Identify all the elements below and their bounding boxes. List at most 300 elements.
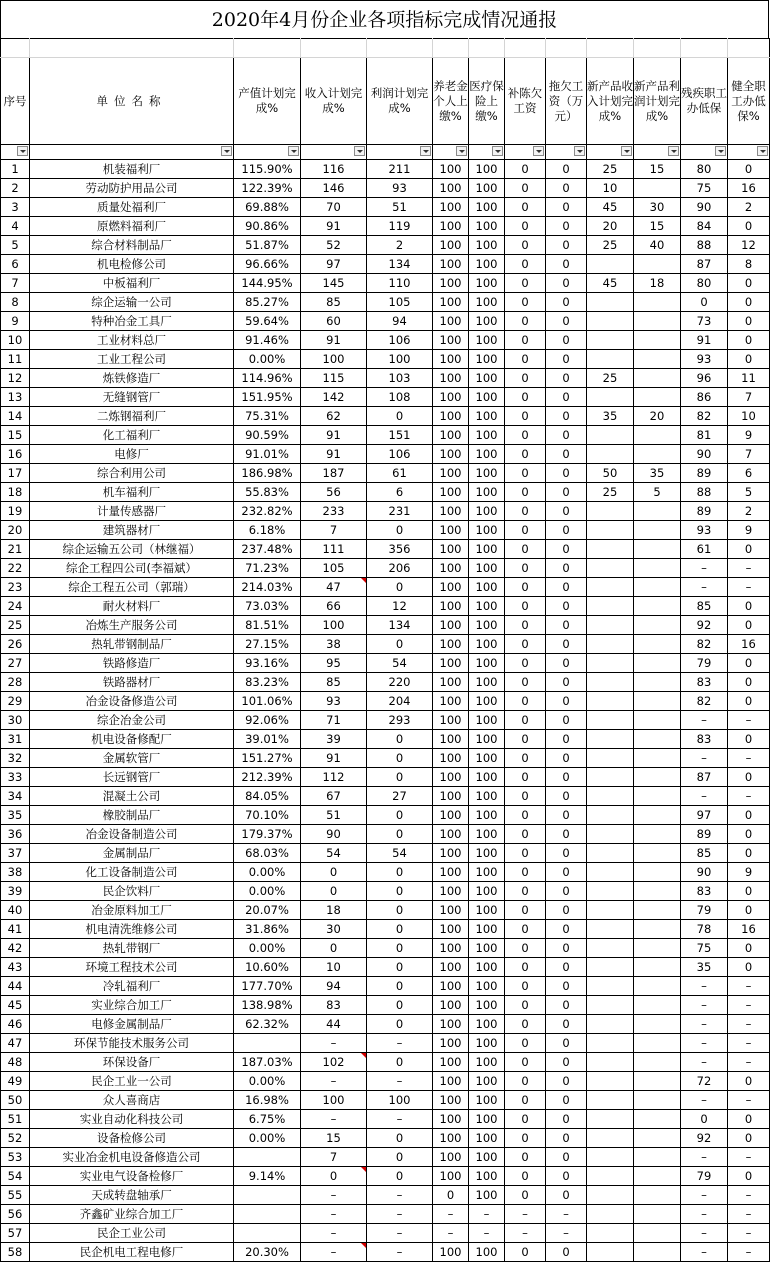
value-cell-with-comment[interactable]: 0	[301, 1167, 367, 1186]
value-cell[interactable]: 0	[546, 1091, 587, 1110]
value-cell[interactable]: 100	[469, 958, 505, 977]
value-cell[interactable]: 96	[681, 369, 728, 388]
value-cell[interactable]: 20.07%	[234, 901, 301, 920]
value-cell[interactable]	[634, 920, 681, 939]
value-cell[interactable]: 90.59%	[234, 426, 301, 445]
value-cell[interactable]: –	[681, 1186, 728, 1205]
value-cell[interactable]: 134	[367, 616, 433, 635]
row-number-cell[interactable]: 3	[1, 198, 30, 217]
value-cell[interactable]: 0	[681, 293, 728, 312]
value-cell[interactable]: 0	[728, 1072, 770, 1091]
value-cell[interactable]: 100	[469, 787, 505, 806]
value-cell[interactable]: 0	[546, 654, 587, 673]
row-number-cell[interactable]: 20	[1, 521, 30, 540]
row-number-cell[interactable]: 44	[1, 977, 30, 996]
value-cell[interactable]: 100	[469, 1072, 505, 1091]
value-cell[interactable]: 0	[367, 1148, 433, 1167]
value-cell[interactable]: 100	[433, 236, 469, 255]
value-cell[interactable]: 15	[301, 1129, 367, 1148]
value-cell[interactable]	[587, 293, 634, 312]
value-cell[interactable]: 0	[546, 863, 587, 882]
value-cell[interactable]: 100	[367, 350, 433, 369]
value-cell[interactable]: 0	[728, 597, 770, 616]
unit-name-cell[interactable]: 实业电气设备检修厂	[30, 1167, 234, 1186]
value-cell[interactable]: 84.05%	[234, 787, 301, 806]
value-cell[interactable]: 100	[433, 198, 469, 217]
value-cell[interactable]: 81.51%	[234, 616, 301, 635]
value-cell[interactable]: 100	[433, 787, 469, 806]
value-cell[interactable]: 100	[433, 958, 469, 977]
value-cell[interactable]: 0	[505, 407, 546, 426]
row-number-cell[interactable]: 14	[1, 407, 30, 426]
value-cell[interactable]: –	[728, 1224, 770, 1243]
value-cell[interactable]: –	[728, 996, 770, 1015]
value-cell[interactable]	[634, 1243, 681, 1262]
value-cell[interactable]: 31.86%	[234, 920, 301, 939]
unit-name-cell[interactable]: 特种冶金工具厂	[30, 312, 234, 331]
value-cell[interactable]: 85	[681, 597, 728, 616]
value-cell[interactable]: 0	[505, 369, 546, 388]
value-cell[interactable]: 87	[681, 768, 728, 787]
value-cell[interactable]: 0	[367, 882, 433, 901]
value-cell[interactable]: 0	[546, 844, 587, 863]
value-cell[interactable]	[634, 1034, 681, 1053]
value-cell[interactable]	[587, 578, 634, 597]
value-cell[interactable]: 0	[367, 996, 433, 1015]
value-cell[interactable]: 0	[546, 1110, 587, 1129]
row-number-cell[interactable]: 51	[1, 1110, 30, 1129]
filter-dropdown-icon[interactable]	[420, 146, 431, 156]
value-cell[interactable]: –	[681, 1053, 728, 1072]
row-number-cell[interactable]: 5	[1, 236, 30, 255]
value-cell[interactable]: 0	[728, 806, 770, 825]
value-cell[interactable]: –	[433, 1224, 469, 1243]
value-cell[interactable]: 0	[546, 616, 587, 635]
row-number-cell[interactable]: 34	[1, 787, 30, 806]
value-cell[interactable]: 0	[546, 1148, 587, 1167]
value-cell[interactable]: 0.00%	[234, 1129, 301, 1148]
value-cell[interactable]: 0	[505, 654, 546, 673]
value-cell[interactable]: 27.15%	[234, 635, 301, 654]
value-cell[interactable]: 100	[469, 1110, 505, 1129]
value-cell[interactable]: 16	[728, 920, 770, 939]
value-cell[interactable]	[587, 863, 634, 882]
value-cell[interactable]	[587, 350, 634, 369]
value-cell[interactable]: 15	[634, 217, 681, 236]
value-cell[interactable]: 75	[681, 939, 728, 958]
unit-name-cell[interactable]: 实业自动化科技公司	[30, 1110, 234, 1129]
value-cell[interactable]: 96.66%	[234, 255, 301, 274]
value-cell[interactable]: 0	[505, 1167, 546, 1186]
value-cell[interactable]	[634, 179, 681, 198]
value-cell[interactable]: 0	[546, 407, 587, 426]
value-cell[interactable]: 206	[367, 559, 433, 578]
value-cell[interactable]: 100	[433, 388, 469, 407]
value-cell[interactable]	[634, 502, 681, 521]
value-cell[interactable]: 0	[367, 1167, 433, 1186]
value-cell[interactable]: 7	[728, 445, 770, 464]
row-number-cell[interactable]: 41	[1, 920, 30, 939]
value-cell[interactable]: 55.83%	[234, 483, 301, 502]
filter-dropdown-icon[interactable]	[354, 146, 365, 156]
value-cell[interactable]: 0	[505, 1110, 546, 1129]
value-cell[interactable]: 7	[728, 388, 770, 407]
value-cell[interactable]: 0	[505, 502, 546, 521]
row-number-cell[interactable]: 47	[1, 1034, 30, 1053]
value-cell[interactable]: –	[546, 1224, 587, 1243]
value-cell[interactable]: 100	[469, 901, 505, 920]
value-cell[interactable]	[634, 768, 681, 787]
value-cell[interactable]: 100	[469, 692, 505, 711]
value-cell[interactable]	[634, 1015, 681, 1034]
value-cell[interactable]: 100	[301, 350, 367, 369]
value-cell[interactable]: 0	[728, 293, 770, 312]
row-number-cell[interactable]: 2	[1, 179, 30, 198]
value-cell[interactable]: 0	[367, 1129, 433, 1148]
value-cell[interactable]: 62.32%	[234, 1015, 301, 1034]
row-number-cell[interactable]: 52	[1, 1129, 30, 1148]
value-cell[interactable]: 0	[546, 977, 587, 996]
value-cell[interactable]: 100	[433, 179, 469, 198]
value-cell[interactable]: 115	[301, 369, 367, 388]
value-cell[interactable]	[634, 901, 681, 920]
value-cell-with-comment[interactable]: 47	[301, 578, 367, 597]
unit-name-cell[interactable]: 综合利用公司	[30, 464, 234, 483]
value-cell[interactable]: 0	[505, 787, 546, 806]
value-cell[interactable]: 105	[301, 559, 367, 578]
value-cell[interactable]: 0	[505, 388, 546, 407]
value-cell[interactable]: 5	[634, 483, 681, 502]
value-cell[interactable]: 101.06%	[234, 692, 301, 711]
row-number-cell[interactable]: 25	[1, 616, 30, 635]
unit-name-cell[interactable]: 众人喜商店	[30, 1091, 234, 1110]
value-cell[interactable]: –	[367, 1072, 433, 1091]
value-cell[interactable]: 0	[728, 844, 770, 863]
value-cell[interactable]: 0	[546, 426, 587, 445]
value-cell[interactable]: 0	[728, 939, 770, 958]
value-cell[interactable]: 100	[469, 369, 505, 388]
value-cell[interactable]: 88	[681, 483, 728, 502]
value-cell[interactable]: 100	[469, 1186, 505, 1205]
value-cell[interactable]: –	[728, 977, 770, 996]
value-cell[interactable]: 45	[587, 274, 634, 293]
value-cell[interactable]	[634, 426, 681, 445]
value-cell[interactable]: 0.00%	[234, 863, 301, 882]
value-cell[interactable]: 100	[433, 901, 469, 920]
value-cell[interactable]: 0	[505, 958, 546, 977]
value-cell[interactable]: 82	[681, 407, 728, 426]
value-cell[interactable]: 100	[469, 540, 505, 559]
value-cell[interactable]	[634, 635, 681, 654]
value-cell[interactable]: 0	[728, 692, 770, 711]
value-cell[interactable]: 100	[469, 996, 505, 1015]
value-cell[interactable]: 100	[433, 1053, 469, 1072]
row-number-cell[interactable]: 6	[1, 255, 30, 274]
value-cell[interactable]: 0	[546, 1015, 587, 1034]
unit-name-cell[interactable]: 热轧带钢厂	[30, 939, 234, 958]
value-cell[interactable]: 0	[546, 882, 587, 901]
value-cell[interactable]: 100	[469, 521, 505, 540]
value-cell[interactable]: 0	[505, 996, 546, 1015]
value-cell[interactable]: 100	[469, 749, 505, 768]
value-cell[interactable]	[587, 1110, 634, 1129]
unit-name-cell[interactable]: 实业冶金机电设备修造公司	[30, 1148, 234, 1167]
value-cell[interactable]	[634, 616, 681, 635]
value-cell[interactable]: 73	[681, 312, 728, 331]
value-cell[interactable]: 0	[367, 958, 433, 977]
value-cell[interactable]: 100	[469, 1129, 505, 1148]
unit-name-cell[interactable]: 劳动防护用品公司	[30, 179, 234, 198]
value-cell[interactable]: 93	[681, 521, 728, 540]
value-cell[interactable]: 0	[546, 578, 587, 597]
value-cell[interactable]: 151.27%	[234, 749, 301, 768]
value-cell[interactable]: 0	[505, 350, 546, 369]
value-cell[interactable]: 100	[469, 711, 505, 730]
value-cell[interactable]: 0	[681, 1110, 728, 1129]
value-cell[interactable]: 89	[681, 502, 728, 521]
value-cell[interactable]: 212.39%	[234, 768, 301, 787]
value-cell[interactable]: 0	[367, 635, 433, 654]
value-cell[interactable]	[587, 1091, 634, 1110]
value-cell[interactable]: 100	[433, 711, 469, 730]
value-cell[interactable]: 100	[433, 730, 469, 749]
unit-name-cell[interactable]: 综企运输一公司	[30, 293, 234, 312]
value-cell[interactable]: 8	[728, 255, 770, 274]
value-cell[interactable]	[634, 521, 681, 540]
filter-dropdown-icon[interactable]	[574, 146, 585, 156]
value-cell[interactable]	[587, 502, 634, 521]
value-cell[interactable]	[634, 331, 681, 350]
value-cell[interactable]: 70.10%	[234, 806, 301, 825]
value-cell[interactable]: 233	[301, 502, 367, 521]
value-cell[interactable]: –	[505, 1205, 546, 1224]
value-cell[interactable]: 100	[469, 483, 505, 502]
unit-name-cell[interactable]: 综企冶金公司	[30, 711, 234, 730]
value-cell[interactable]: 100	[433, 1091, 469, 1110]
value-cell[interactable]: 0	[546, 217, 587, 236]
value-cell[interactable]: 100	[433, 502, 469, 521]
value-cell[interactable]: –	[681, 1243, 728, 1262]
value-cell[interactable]	[634, 559, 681, 578]
value-cell-with-comment[interactable]: –	[301, 1243, 367, 1262]
unit-name-cell[interactable]: 金属软管厂	[30, 749, 234, 768]
unit-name-cell[interactable]: 化工设备制造公司	[30, 863, 234, 882]
row-number-cell[interactable]: 54	[1, 1167, 30, 1186]
value-cell[interactable]: –	[367, 1034, 433, 1053]
value-cell[interactable]: 0	[728, 350, 770, 369]
value-cell[interactable]: 116	[301, 160, 367, 179]
value-cell[interactable]: 70	[301, 198, 367, 217]
value-cell[interactable]: –	[728, 1015, 770, 1034]
value-cell[interactable]: 100	[301, 616, 367, 635]
value-cell[interactable]: 79	[681, 654, 728, 673]
value-cell[interactable]	[587, 1186, 634, 1205]
value-cell[interactable]: 7	[301, 1148, 367, 1167]
value-cell[interactable]	[634, 977, 681, 996]
value-cell[interactable]	[634, 350, 681, 369]
value-cell[interactable]: 18	[301, 901, 367, 920]
value-cell[interactable]: 35	[587, 407, 634, 426]
row-number-cell[interactable]: 46	[1, 1015, 30, 1034]
value-cell[interactable]: 0	[505, 274, 546, 293]
value-cell[interactable]	[634, 388, 681, 407]
value-cell[interactable]: 51	[301, 806, 367, 825]
value-cell[interactable]: 100	[301, 1091, 367, 1110]
value-cell[interactable]: 0	[546, 445, 587, 464]
value-cell[interactable]: 177.70%	[234, 977, 301, 996]
row-number-cell[interactable]: 8	[1, 293, 30, 312]
unit-name-cell[interactable]: 无缝钢管厂	[30, 388, 234, 407]
value-cell[interactable]: 100	[469, 274, 505, 293]
value-cell[interactable]: 0	[546, 901, 587, 920]
value-cell[interactable]: 100	[433, 939, 469, 958]
value-cell[interactable]: 100	[469, 350, 505, 369]
value-cell[interactable]	[587, 540, 634, 559]
value-cell[interactable]: 0	[367, 768, 433, 787]
value-cell[interactable]: 112	[301, 768, 367, 787]
value-cell[interactable]: 30	[301, 920, 367, 939]
value-cell[interactable]: 67	[301, 787, 367, 806]
value-cell[interactable]: 51.87%	[234, 236, 301, 255]
value-cell[interactable]: 0	[505, 179, 546, 198]
value-cell[interactable]: 0	[367, 407, 433, 426]
value-cell[interactable]: 100	[433, 977, 469, 996]
value-cell[interactable]: 0	[546, 464, 587, 483]
value-cell[interactable]: 0	[505, 331, 546, 350]
value-cell[interactable]: 93.16%	[234, 654, 301, 673]
value-cell[interactable]: –	[728, 559, 770, 578]
value-cell[interactable]: 100	[469, 426, 505, 445]
filter-dropdown-icon[interactable]	[668, 146, 679, 156]
value-cell[interactable]	[634, 1072, 681, 1091]
value-cell[interactable]: –	[367, 1205, 433, 1224]
value-cell[interactable]: 0	[301, 863, 367, 882]
value-cell[interactable]: 75.31%	[234, 407, 301, 426]
value-cell[interactable]: 0	[546, 806, 587, 825]
value-cell[interactable]: 0	[505, 198, 546, 217]
value-cell[interactable]: 82	[681, 692, 728, 711]
filter-dropdown-icon[interactable]	[288, 146, 299, 156]
value-cell[interactable]: 60	[301, 312, 367, 331]
value-cell[interactable]: 2	[728, 502, 770, 521]
value-cell[interactable]: 0	[505, 825, 546, 844]
value-cell[interactable]: 0	[505, 920, 546, 939]
value-cell[interactable]: –	[681, 1034, 728, 1053]
row-number-cell[interactable]: 56	[1, 1205, 30, 1224]
value-cell[interactable]: 0	[505, 160, 546, 179]
row-number-cell[interactable]: 24	[1, 597, 30, 616]
value-cell[interactable]: 100	[433, 825, 469, 844]
value-cell[interactable]: 50	[587, 464, 634, 483]
value-cell[interactable]	[634, 673, 681, 692]
value-cell[interactable]: 85.27%	[234, 293, 301, 312]
value-cell[interactable]	[634, 939, 681, 958]
value-cell[interactable]: 100	[433, 521, 469, 540]
value-cell[interactable]: –	[546, 1205, 587, 1224]
row-number-cell[interactable]: 55	[1, 1186, 30, 1205]
value-cell[interactable]: 0	[367, 977, 433, 996]
unit-name-cell[interactable]: 综企工程五公司（郭瑞）	[30, 578, 234, 597]
unit-name-cell[interactable]: 民企机电工程电修厂	[30, 1243, 234, 1262]
value-cell[interactable]	[634, 1110, 681, 1129]
value-cell[interactable]: 39	[301, 730, 367, 749]
value-cell[interactable]: 52	[301, 236, 367, 255]
value-cell[interactable]: 88	[681, 236, 728, 255]
value-cell[interactable]: 0	[728, 616, 770, 635]
value-cell[interactable]: 79	[681, 1167, 728, 1186]
unit-name-cell[interactable]: 环保设备厂	[30, 1053, 234, 1072]
value-cell[interactable]: 100	[367, 1091, 433, 1110]
unit-name-cell[interactable]: 机车福利厂	[30, 483, 234, 502]
value-cell[interactable]: 0	[728, 825, 770, 844]
value-cell[interactable]	[587, 901, 634, 920]
value-cell[interactable]: 0	[505, 255, 546, 274]
value-cell[interactable]: 151	[367, 426, 433, 445]
value-cell[interactable]	[634, 312, 681, 331]
value-cell[interactable]: 0	[367, 521, 433, 540]
value-cell[interactable]	[634, 1148, 681, 1167]
value-cell[interactable]: 0	[546, 768, 587, 787]
value-cell[interactable]: 100	[469, 806, 505, 825]
value-cell[interactable]: 100	[433, 635, 469, 654]
value-cell[interactable]: –	[681, 749, 728, 768]
value-cell[interactable]	[587, 825, 634, 844]
row-number-cell[interactable]: 38	[1, 863, 30, 882]
value-cell[interactable]	[634, 711, 681, 730]
value-cell[interactable]	[634, 806, 681, 825]
value-cell[interactable]: 7	[301, 521, 367, 540]
unit-name-cell[interactable]: 天成转盘轴承厂	[30, 1186, 234, 1205]
value-cell[interactable]: –	[367, 1186, 433, 1205]
value-cell[interactable]	[634, 597, 681, 616]
value-cell[interactable]: 72	[681, 1072, 728, 1091]
value-cell[interactable]	[634, 749, 681, 768]
value-cell[interactable]: 54	[301, 844, 367, 863]
unit-name-cell[interactable]: 计量传感器厂	[30, 502, 234, 521]
value-cell-with-comment[interactable]: 102	[301, 1053, 367, 1072]
value-cell[interactable]: 0	[505, 445, 546, 464]
value-cell[interactable]: 89	[681, 825, 728, 844]
value-cell[interactable]: 0	[505, 217, 546, 236]
unit-name-cell[interactable]: 铁路修造厂	[30, 654, 234, 673]
value-cell[interactable]: 91	[301, 749, 367, 768]
value-cell[interactable]: 56	[301, 483, 367, 502]
unit-name-cell[interactable]: 冶金设备修造公司	[30, 692, 234, 711]
value-cell[interactable]: 80	[681, 160, 728, 179]
value-cell[interactable]	[234, 1034, 301, 1053]
value-cell[interactable]: 100	[433, 350, 469, 369]
value-cell[interactable]: 100	[469, 160, 505, 179]
unit-name-cell[interactable]: 民企工业一公司	[30, 1072, 234, 1091]
value-cell[interactable]	[587, 1205, 634, 1224]
value-cell[interactable]: 100	[433, 293, 469, 312]
value-cell[interactable]: 90	[301, 825, 367, 844]
unit-name-cell[interactable]: 机电清洗维修公司	[30, 920, 234, 939]
value-cell[interactable]: 0	[546, 787, 587, 806]
value-cell[interactable]: 100	[433, 464, 469, 483]
value-cell[interactable]: 89	[681, 464, 728, 483]
value-cell[interactable]: 100	[469, 1167, 505, 1186]
value-cell[interactable]: 0	[505, 1243, 546, 1262]
value-cell[interactable]: 75	[681, 179, 728, 198]
value-cell[interactable]: 100	[469, 1015, 505, 1034]
value-cell[interactable]	[634, 825, 681, 844]
value-cell[interactable]: 94	[301, 977, 367, 996]
value-cell[interactable]	[587, 635, 634, 654]
value-cell[interactable]: –	[301, 1034, 367, 1053]
row-number-cell[interactable]: 4	[1, 217, 30, 236]
value-cell[interactable]: 12	[728, 236, 770, 255]
